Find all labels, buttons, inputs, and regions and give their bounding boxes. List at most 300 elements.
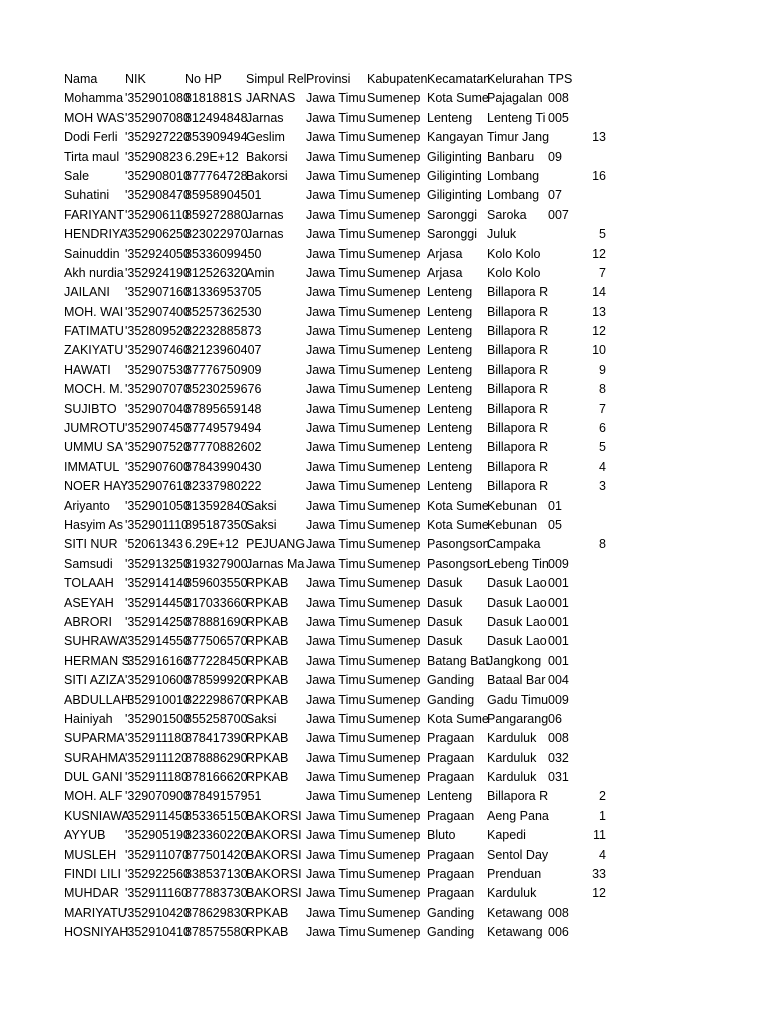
no-hp-cell[interactable]: 878166620 [185,770,248,785]
no-hp-cell[interactable]: 878575580 [185,925,248,940]
nik-cell[interactable]: '352908470 [125,188,190,203]
simpul-cell[interactable]: Amin [246,265,275,280]
simpul-cell[interactable]: RPKAB [246,634,289,649]
nama-cell[interactable]: MOH WAS [64,110,125,125]
kabupaten-cell[interactable]: Sumenep [367,110,421,125]
tps-number-cell[interactable]: 7 [599,401,606,416]
nama-cell[interactable]: Ariyanto [64,498,110,513]
nama-cell[interactable]: Dodi Ferli [64,130,118,145]
nama-cell[interactable]: Sale [64,168,90,183]
kabupaten-cell[interactable]: Sumenep [367,168,421,183]
tps-cell[interactable]: 001 [548,576,569,591]
no-hp-cell[interactable]: 819327900 [185,556,248,571]
tps-cell[interactable]: 031 [548,770,569,785]
kelurahan-cell[interactable]: Billapora R [487,324,549,339]
tps-number-cell[interactable]: 5 [599,227,606,242]
kecamatan-cell[interactable]: Kota Sume [427,711,489,726]
no-hp-cell[interactable]: 859272880 [185,207,248,222]
provinsi-cell[interactable]: Jawa Timu [306,653,366,668]
kecamatan-cell[interactable]: Giliginting [427,149,482,164]
nik-cell[interactable]: '352907600 [125,459,190,474]
simpul-cell[interactable]: Jarnas [246,207,284,222]
provinsi-cell[interactable]: Jawa Timu [306,343,366,358]
provinsi-cell[interactable]: Jawa Timu [306,886,366,901]
header-provinsi[interactable]: Provinsi [306,72,351,86]
nama-cell[interactable]: SUPARMA [64,731,125,746]
kabupaten-cell[interactable]: Sumenep [367,91,421,106]
provinsi-cell[interactable]: Jawa Timu [306,731,366,746]
provinsi-cell[interactable]: Jawa Timu [306,149,366,164]
kecamatan-cell[interactable]: Lenteng [427,789,473,804]
kelurahan-cell[interactable]: Kolo Kolo [487,246,541,261]
nik-cell[interactable]: '352907450 [125,421,190,436]
nik-cell[interactable]: '352907520 [125,440,190,455]
simpul-cell[interactable]: JARNAS [246,91,296,106]
kecamatan-cell[interactable]: Pragaan [427,847,475,862]
nama-cell[interactable]: SITI AZIZA [64,673,126,688]
kabupaten-cell[interactable]: Sumenep [367,770,421,785]
kabupaten-cell[interactable]: Sumenep [367,847,421,862]
kelurahan-cell[interactable]: Billapora R [487,459,549,474]
kecamatan-cell[interactable]: Giliginting [427,168,482,183]
kelurahan-cell[interactable]: Juluk [487,227,517,242]
nik-cell[interactable]: '352907040 [125,401,190,416]
tps-number-cell[interactable] [544,497,606,516]
nik-cell[interactable]: '352927220 [125,130,190,145]
provinsi-cell[interactable]: Jawa Timu [306,265,366,280]
nik-cell[interactable]: '352924050 [125,246,190,261]
kelurahan-cell[interactable]: Gadu Timu [487,692,549,707]
nama-cell[interactable]: Tirta maul [64,149,120,164]
header-kelurahan[interactable]: Kelurahan [487,72,544,86]
no-hp-cell[interactable]: 877228450 [185,653,248,668]
nama-cell[interactable]: HOSNIYAH [64,925,129,940]
kelurahan-cell[interactable]: Billapora R [487,421,549,436]
no-hp-cell[interactable]: 838537130 [185,867,248,882]
tps-number-cell[interactable] [544,691,606,710]
tps-number-cell[interactable] [544,923,606,942]
nik-cell[interactable]: '352908010 [125,168,190,183]
simpul-cell[interactable]: Saksi [246,517,277,532]
simpul-cell[interactable]: Saksi [246,498,277,513]
kelurahan-cell[interactable]: Lombang [487,188,540,203]
simpul-cell[interactable]: RPKAB [246,576,289,591]
kelurahan-cell[interactable]: Billapora R [487,401,549,416]
tps-number-cell[interactable] [544,768,606,787]
kabupaten-cell[interactable]: Sumenep [367,149,421,164]
tps-number-cell[interactable] [544,729,606,748]
tps-number-cell[interactable]: 1 [599,808,606,823]
provinsi-cell[interactable]: Jawa Timu [306,828,366,843]
kecamatan-cell[interactable]: Lenteng [427,343,473,358]
nik-cell[interactable]: '329070900 [125,789,190,804]
kelurahan-cell[interactable]: Karduluk [487,750,537,765]
kelurahan-cell[interactable]: Ketawang [487,925,543,940]
kecamatan-cell[interactable]: Ganding [427,925,475,940]
no-hp-cell[interactable]: 878417390 [185,731,248,746]
tps-number-cell[interactable] [544,516,606,535]
tps-cell[interactable]: 01 [548,498,562,513]
no-hp-cell[interactable]: 877764728 [185,168,248,183]
nama-cell[interactable]: ASEYAH [64,595,114,610]
simpul-cell[interactable]: RPKAB [246,614,289,629]
kecamatan-cell[interactable]: Lenteng [427,421,473,436]
provinsi-cell[interactable]: Jawa Timu [306,537,366,552]
kelurahan-cell[interactable]: Pajagalan [487,91,543,106]
kecamatan-cell[interactable]: Saronggi [427,207,478,222]
no-hp-cell[interactable]: 853909494 [185,130,248,145]
provinsi-cell[interactable]: Jawa Timu [306,692,366,707]
nama-cell[interactable]: TOLAAH [64,576,114,591]
provinsi-cell[interactable]: Jawa Timu [306,168,366,183]
kecamatan-cell[interactable]: Lenteng [427,285,473,300]
simpul-cell[interactable]: BAKORSI [246,828,302,843]
simpul-cell[interactable]: RPKAB [246,925,289,940]
no-hp-cell[interactable]: 81336953705 [185,285,262,300]
nama-cell[interactable]: NOER HAY [64,479,129,494]
kelurahan-cell[interactable]: Kapedi [487,828,526,843]
tps-number-cell[interactable] [544,710,606,729]
simpul-cell[interactable] [246,303,305,322]
no-hp-cell[interactable]: 878629830 [185,905,248,920]
kelurahan-cell[interactable]: Karduluk [487,770,537,785]
tps-number-cell[interactable]: 13 [592,130,606,145]
kabupaten-cell[interactable]: Sumenep [367,285,421,300]
kecamatan-cell[interactable]: Pragaan [427,808,475,823]
no-hp-cell[interactable]: 87895659148 [185,401,262,416]
kelurahan-cell[interactable]: Saroka [487,207,527,222]
kabupaten-cell[interactable]: Sumenep [367,634,421,649]
provinsi-cell[interactable]: Jawa Timu [306,130,366,145]
tps-number-cell[interactable] [544,206,606,225]
simpul-cell[interactable] [246,400,305,419]
nama-cell[interactable]: FARIYANT [64,207,125,222]
kabupaten-cell[interactable]: Sumenep [367,382,421,397]
kabupaten-cell[interactable]: Sumenep [367,692,421,707]
no-hp-cell[interactable]: 878886290 [185,750,248,765]
provinsi-cell[interactable]: Jawa Timu [306,925,366,940]
nik-cell[interactable]: '352907080 [125,110,190,125]
provinsi-cell[interactable]: Jawa Timu [306,673,366,688]
kabupaten-cell[interactable]: Sumenep [367,808,421,823]
tps-number-cell[interactable]: 12 [592,886,606,901]
kelurahan-cell[interactable]: Jangkong [487,653,542,668]
kabupaten-cell[interactable]: Sumenep [367,905,421,920]
provinsi-cell[interactable]: Jawa Timu [306,459,366,474]
tps-number-cell[interactable]: 4 [599,459,606,474]
header-nik[interactable]: NIK [125,72,146,86]
kecamatan-cell[interactable]: Ganding [427,692,475,707]
nama-cell[interactable]: ABDULLAH [64,692,130,707]
nik-cell[interactable]: '352911070 [125,847,190,862]
tps-cell[interactable]: 05 [548,517,562,532]
kecamatan-cell[interactable]: Lenteng [427,362,473,377]
kecamatan-cell[interactable]: Dasuk [427,576,463,591]
nik-cell[interactable]: '352914450 [125,595,190,610]
no-hp-cell[interactable]: 877501420 [185,847,248,862]
nama-cell[interactable]: ABRORI [64,614,112,629]
tps-cell[interactable]: 001 [548,653,569,668]
nik-cell[interactable]: '352914550 [125,634,190,649]
kelurahan-cell[interactable]: Aeng Pana [487,808,549,823]
provinsi-cell[interactable]: Jawa Timu [306,750,366,765]
provinsi-cell[interactable]: Jawa Timu [306,847,366,862]
no-hp-cell[interactable]: 8181881S [185,91,243,106]
nama-cell[interactable]: AYYUB [64,828,106,843]
tps-cell[interactable]: 007 [548,207,569,222]
simpul-cell[interactable] [246,361,305,380]
kelurahan-cell[interactable]: Banbaru [487,149,535,164]
kecamatan-cell[interactable]: Pragaan [427,731,475,746]
simpul-cell[interactable]: Saksi [246,711,277,726]
simpul-cell[interactable]: RPKAB [246,595,289,610]
kecamatan-cell[interactable]: Dasuk [427,634,463,649]
no-hp-cell[interactable]: 817033660 [185,595,248,610]
nama-cell[interactable]: IMMATUL [64,459,120,474]
kabupaten-cell[interactable]: Sumenep [367,362,421,377]
nik-cell[interactable]: '352907400 [125,304,190,319]
kabupaten-cell[interactable]: Sumenep [367,653,421,668]
provinsi-cell[interactable]: Jawa Timu [306,246,366,261]
nama-cell[interactable]: SUJIBTO [64,401,117,416]
no-hp-cell[interactable]: 85230259676 [185,382,262,397]
simpul-cell[interactable]: RPKAB [246,673,289,688]
kelurahan-cell[interactable]: Timur Jang [487,130,550,145]
no-hp-cell[interactable]: 6.29E+12 [185,149,239,164]
simpul-cell[interactable]: Jarnas [246,110,284,125]
tps-number-cell[interactable]: 3 [599,479,606,494]
nama-cell[interactable]: DUL GANI [64,770,123,785]
no-hp-cell[interactable]: 823022970 [185,227,248,242]
kabupaten-cell[interactable]: Sumenep [367,517,421,532]
tps-number-cell[interactable] [544,652,606,671]
provinsi-cell[interactable]: Jawa Timu [306,905,366,920]
kabupaten-cell[interactable]: Sumenep [367,265,421,280]
kecamatan-cell[interactable]: Ganding [427,673,475,688]
kelurahan-cell[interactable]: Billapora R [487,789,549,804]
header-no-hp[interactable]: No HP [185,72,222,86]
provinsi-cell[interactable]: Jawa Timu [306,382,366,397]
tps-cell[interactable]: 009 [548,556,569,571]
nama-cell[interactable]: HENDRIYA [64,227,128,242]
provinsi-cell[interactable]: Jawa Timu [306,479,366,494]
nama-cell[interactable]: Mohamma [64,91,124,106]
no-hp-cell[interactable]: 823360220 [185,828,248,843]
tps-cell[interactable]: 001 [548,634,569,649]
kelurahan-cell[interactable]: Billapora R [487,285,549,300]
tps-number-cell[interactable] [544,671,606,690]
simpul-cell[interactable]: Geslim [246,130,285,145]
kelurahan-cell[interactable]: Billapora R [487,382,549,397]
kecamatan-cell[interactable]: Pragaan [427,770,475,785]
kecamatan-cell[interactable]: Lenteng [427,459,473,474]
nama-cell[interactable]: SURAHMA [64,750,127,765]
kabupaten-cell[interactable]: Sumenep [367,595,421,610]
kecamatan-cell[interactable]: Giliginting [427,188,482,203]
provinsi-cell[interactable]: Jawa Timu [306,304,366,319]
kecamatan-cell[interactable]: Dasuk [427,614,463,629]
kelurahan-cell[interactable]: Billapora R [487,440,549,455]
simpul-cell[interactable] [246,787,305,806]
kelurahan-cell[interactable]: Billapora R [487,479,549,494]
kelurahan-cell[interactable]: Kolo Kolo [487,265,541,280]
no-hp-cell[interactable]: 6.29E+12 [185,537,239,552]
provinsi-cell[interactable]: Jawa Timu [306,770,366,785]
provinsi-cell[interactable]: Jawa Timu [306,421,366,436]
kecamatan-cell[interactable]: Saronggi [427,227,478,242]
header-simpul-relawan[interactable]: Simpul Rel [246,72,307,86]
kecamatan-cell[interactable]: Arjasa [427,265,463,280]
kecamatan-cell[interactable]: Lenteng [427,382,473,397]
no-hp-cell[interactable]: 878881690 [185,614,248,629]
kabupaten-cell[interactable]: Sumenep [367,440,421,455]
header-kabupaten[interactable]: Kabupaten [367,72,428,86]
provinsi-cell[interactable]: Jawa Timu [306,576,366,591]
nik-cell[interactable]: '352914250 [125,614,190,629]
tps-cell[interactable]: 09 [548,149,562,164]
kabupaten-cell[interactable]: Sumenep [367,731,421,746]
simpul-cell[interactable] [246,245,305,264]
tps-number-cell[interactable]: 14 [592,285,606,300]
provinsi-cell[interactable]: Jawa Timu [306,285,366,300]
no-hp-cell[interactable]: 85257362530 [185,304,262,319]
kelurahan-cell[interactable]: Lenteng Ti [487,110,546,125]
tps-number-cell[interactable] [544,613,606,632]
kelurahan-cell[interactable]: Billapora R [487,304,549,319]
no-hp-cell[interactable]: 82123960407 [185,343,262,358]
kabupaten-cell[interactable]: Sumenep [367,343,421,358]
simpul-cell[interactable]: RPKAB [246,692,289,707]
simpul-cell[interactable]: RPKAB [246,653,289,668]
kelurahan-cell[interactable]: Karduluk [487,731,537,746]
tps-number-cell[interactable]: 2 [599,789,606,804]
nik-cell[interactable]: '352911180 [125,731,189,746]
nama-cell[interactable]: MOH. WAI [64,304,124,319]
tps-number-cell[interactable]: 33 [592,867,606,882]
nama-cell[interactable]: MUHDAR [64,886,119,901]
nama-cell[interactable]: HERMAN S [64,653,130,668]
provinsi-cell[interactable]: Jawa Timu [306,867,366,882]
nik-cell[interactable]: '352907610 [125,479,190,494]
kelurahan-cell[interactable]: Sentol Day [487,847,549,862]
kecamatan-cell[interactable]: Lenteng [427,304,473,319]
tps-number-cell[interactable]: 5 [599,440,606,455]
tps-number-cell[interactable] [544,904,606,923]
kelurahan-cell[interactable]: Kebunan [487,498,538,513]
simpul-cell[interactable]: BAKORSI [246,886,302,901]
provinsi-cell[interactable]: Jawa Timu [306,595,366,610]
no-hp-cell[interactable]: 822298670 [185,692,248,707]
tps-number-cell[interactable] [544,574,606,593]
nik-cell[interactable]: '352911120 [125,750,189,765]
nama-cell[interactable]: SITI NUR [64,537,118,552]
tps-number-cell[interactable]: 8 [599,382,606,397]
kabupaten-cell[interactable]: Sumenep [367,576,421,591]
kelurahan-cell[interactable]: Pangarang [487,711,549,726]
simpul-cell[interactable] [246,477,305,496]
provinsi-cell[interactable]: Jawa Timu [306,808,366,823]
simpul-cell[interactable]: Jarnas [246,227,284,242]
kabupaten-cell[interactable]: Sumenep [367,556,421,571]
kecamatan-cell[interactable]: Kota Sume [427,517,489,532]
provinsi-cell[interactable]: Jawa Timu [306,634,366,649]
simpul-cell[interactable]: RPKAB [246,731,289,746]
nama-cell[interactable]: Hasyim As [64,517,124,532]
provinsi-cell[interactable]: Jawa Timu [306,188,366,203]
simpul-cell[interactable]: Bakorsi [246,168,288,183]
nama-cell[interactable]: Hainiyah [64,711,113,726]
nik-cell[interactable]: '352913250 [125,556,190,571]
provinsi-cell[interactable]: Jawa Timu [306,362,366,377]
no-hp-cell[interactable]: 877883730 [185,886,248,901]
tps-cell[interactable]: 005 [548,110,569,125]
no-hp-cell[interactable]: 87843990430 [185,459,262,474]
provinsi-cell[interactable]: Jawa Timu [306,498,366,513]
kecamatan-cell[interactable]: Batang Bat [427,653,489,668]
tps-number-cell[interactable]: 9 [599,362,606,377]
nik-cell[interactable]: '352916160 [125,653,190,668]
tps-number-cell[interactable]: 12 [592,246,606,261]
tps-number-cell[interactable]: 12 [592,324,606,339]
header-tps[interactable]: TPS [548,72,573,86]
kelurahan-cell[interactable]: Lebeng Tin [487,556,549,571]
nama-cell[interactable]: ZAKIYATU [64,343,124,358]
nama-cell[interactable]: FINDI LILI [64,867,121,882]
tps-number-cell[interactable] [544,89,606,108]
no-hp-cell[interactable]: 812526320 [185,265,248,280]
no-hp-cell[interactable]: 85336099450 [185,246,262,261]
kabupaten-cell[interactable]: Sumenep [367,614,421,629]
kecamatan-cell[interactable]: Pasongson [427,556,490,571]
simpul-cell[interactable]: RPKAB [246,750,289,765]
nama-cell[interactable]: MOCH. M. [64,382,124,397]
kelurahan-cell[interactable]: Kebunan [487,517,538,532]
provinsi-cell[interactable]: Jawa Timu [306,227,366,242]
kabupaten-cell[interactable]: Sumenep [367,867,421,882]
nama-cell[interactable]: MOH. ALF [64,789,123,804]
kabupaten-cell[interactable]: Sumenep [367,711,421,726]
kelurahan-cell[interactable]: Karduluk [487,886,537,901]
nik-cell[interactable]: '35290823 [125,149,184,164]
kelurahan-cell[interactable]: Dasuk Lao [487,595,547,610]
simpul-cell[interactable]: Jarnas Ma [246,556,305,571]
tps-number-cell[interactable]: 8 [599,537,606,552]
kelurahan-cell[interactable]: Dasuk Lao [487,614,547,629]
no-hp-cell[interactable]: 82232885873 [185,324,262,339]
tps-number-cell[interactable]: 16 [592,168,606,183]
provinsi-cell[interactable]: Jawa Timu [306,517,366,532]
no-hp-cell[interactable]: 87749579494 [185,421,262,436]
nama-cell[interactable]: Samsudi [64,556,113,571]
no-hp-cell[interactable]: 82337980222 [185,479,262,494]
simpul-cell[interactable] [246,458,305,477]
nik-cell[interactable]: '352910010 [125,692,190,707]
tps-cell[interactable]: 004 [548,673,569,688]
simpul-cell[interactable]: RPKAB [246,770,289,785]
simpul-cell[interactable] [246,341,305,360]
nama-cell[interactable]: MUSLEH [64,847,117,862]
kabupaten-cell[interactable]: Sumenep [367,479,421,494]
provinsi-cell[interactable]: Jawa Timu [306,789,366,804]
nik-cell[interactable]: '352901500 [125,711,190,726]
simpul-cell[interactable]: BAKORSI [246,867,302,882]
kabupaten-cell[interactable]: Sumenep [367,537,421,552]
no-hp-cell[interactable]: 812494848 [185,110,248,125]
nik-cell[interactable]: '352911450 [125,808,190,823]
no-hp-cell[interactable]: 853365150 [185,808,248,823]
nik-cell[interactable]: '352907070 [125,382,190,397]
tps-number-cell[interactable] [544,749,606,768]
